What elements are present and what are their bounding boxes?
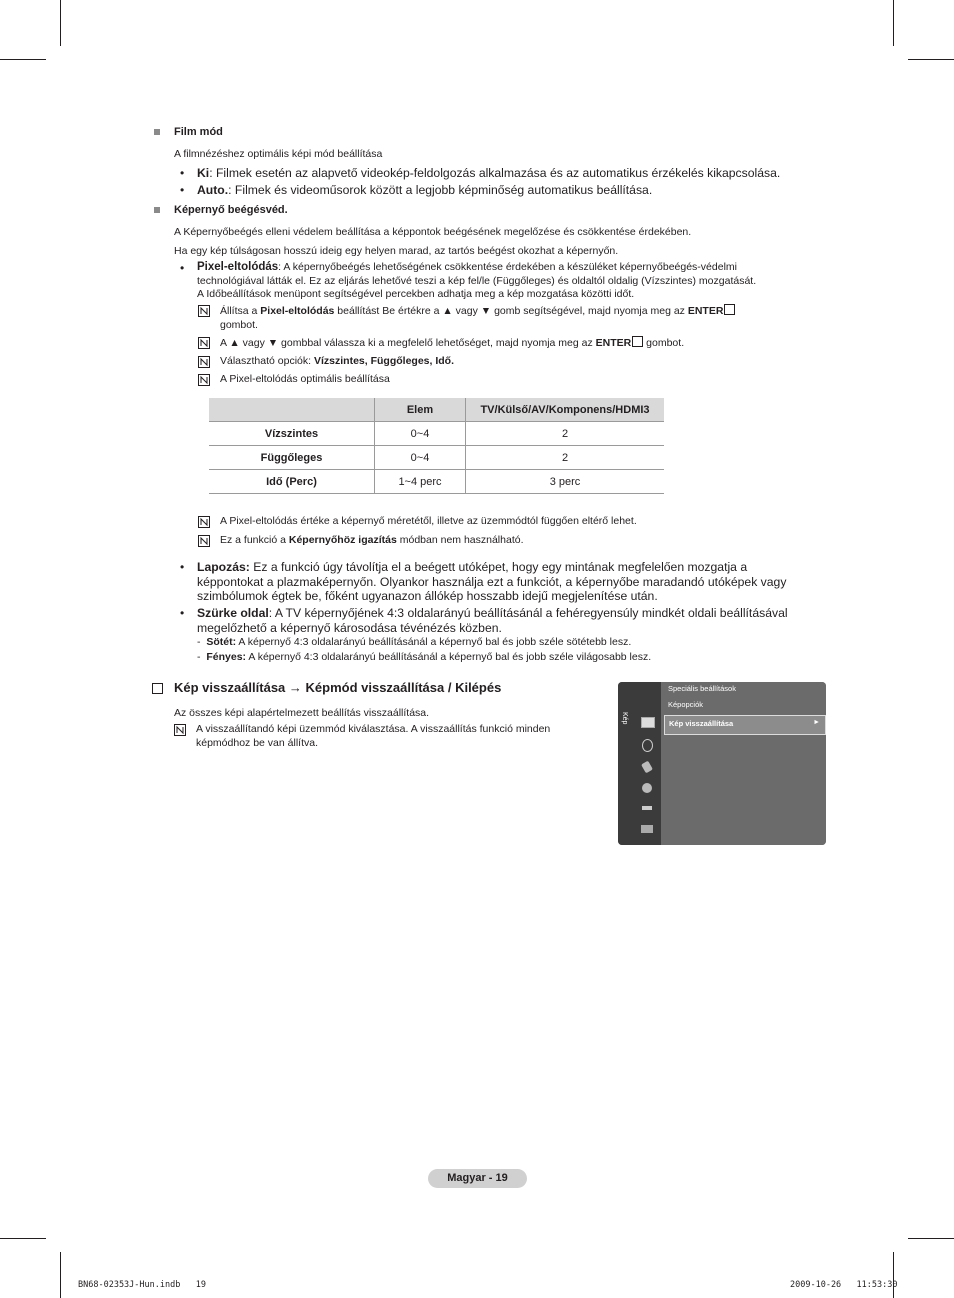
table-header-cell: TV/Külső/AV/Komponens/HDMI3 — [466, 398, 665, 422]
input-icon — [642, 806, 652, 810]
note-icon — [198, 535, 210, 547]
checkbox-section-icon — [152, 683, 163, 694]
gray-side-bright: - Fényes: A képernyő 4:3 oldalarányú beállításánál a képernyő bal és jobb széle világosabb lesz. — [197, 651, 652, 663]
note-fit-to-screen — [220, 534, 524, 548]
dark-label: Sötét: — [206, 636, 237, 648]
note-text: gombot. — [220, 318, 258, 331]
section-title-screen-burn: Képernyő beégésvéd. — [174, 204, 288, 216]
note-text-bold: Vízszintes, Függőleges, Idő. — [313, 355, 455, 367]
scroll-description — [197, 560, 857, 604]
dark-text: A képernyő 4:3 oldalarányú beállításánál a képernyő bal és jobb széle sötétebb lesz. — [236, 636, 632, 648]
crop-mark — [0, 1238, 46, 1239]
bright-text: A képernyő 4:3 oldalarányú beállításánál a képernyő bal és jobb széle világosabb lesz. — [246, 651, 652, 663]
table-row — [209, 422, 664, 446]
menu-item-picture-options[interactable]: Képopciók — [668, 700, 704, 709]
reset-note-line: képmódhoz be van állítva. — [196, 736, 318, 749]
note-pixel-shift-enable — [220, 304, 820, 332]
slug-left: BN68-02353J-Hun.indb 19 — [78, 1280, 206, 1290]
table-cell: Függőleges — [209, 446, 375, 470]
pixel-shift-table — [209, 398, 664, 494]
note-options — [220, 355, 454, 369]
pixel-shift-text: : A képernyőbeégés lehetőségének csökkentése érdekében a készüléket képernyőbeégés-védelmi — [278, 261, 737, 273]
sound-icon — [642, 739, 653, 752]
film-mode-item-label: Ki — [197, 166, 210, 180]
note-text-bold: ENTER — [687, 305, 724, 317]
menu-icon-column — [618, 682, 661, 845]
section-title-film-mode: Film mód — [174, 126, 223, 138]
note-icon — [198, 356, 210, 368]
section-marker-icon — [154, 207, 160, 213]
screen-burn-intro2: Ha egy kép túlságosan hosszú ideig egy helyen marad, az tartós beégést okozhat a képernyőn. — [174, 245, 619, 257]
section-marker-icon — [154, 129, 160, 135]
table-row — [209, 446, 664, 470]
note-text-bold: Pixel-eltolódás — [260, 305, 335, 317]
bullet-icon: • — [180, 606, 185, 620]
section-title-reset: Kép visszaállítása → Képmód visszaállítása / Kilépés — [174, 680, 502, 695]
table-cell: 3 perc — [466, 470, 665, 494]
table-cell: 2 — [466, 446, 665, 470]
menu-item-advanced[interactable]: Speciális beállítások — [668, 684, 736, 693]
picture-icon — [641, 717, 655, 728]
crop-mark — [60, 0, 61, 46]
note-select-option — [220, 336, 684, 351]
scroll-text: Ez a funkció úgy távolítja el a beégett utóképet, hogy egy mintának megfelelően mozgatja a — [249, 560, 748, 574]
note-icon — [198, 337, 210, 349]
table-row — [209, 470, 664, 494]
tv-menu-screenshot — [618, 682, 826, 845]
enter-icon — [724, 304, 735, 315]
pixel-shift-description — [197, 261, 847, 302]
note-optimal: A Pixel-eltolódás optimális beállítása — [220, 373, 390, 385]
bullet-icon: • — [180, 560, 185, 574]
reset-note — [196, 723, 550, 750]
note-pixel-shift-value: A Pixel-eltolódás értéke a képernyő méretétől, illetve az üzemmódtól függően eltérő lehet. — [220, 515, 637, 527]
crop-mark — [60, 1252, 61, 1298]
note-text: Ez a funkció a — [220, 534, 289, 546]
gray-side-label: Szürke oldal — [197, 606, 269, 620]
slug-right: 2009-10-26 11:53:30 — [790, 1280, 898, 1290]
reset-note-line: A visszaállítandó képi üzemmód kiválasztása. A visszaállítás funkció minden — [196, 723, 551, 735]
bullet-icon: • — [180, 261, 185, 275]
film-mode-item-auto — [197, 183, 837, 198]
pixel-shift-text: technológiával látták el. Ez az eljárás lehetővé teszi a kép fel/le (Függőleges) és oldaltól oldalig (Vízszintes) mozgatását. — [197, 274, 757, 287]
scroll-text: szimbólumok égtek be, főként ugyanazon állókép hosszabb idejű megjelenítése után. — [197, 589, 658, 603]
scroll-text: képpontokat a plazmaképernyőn. Olyankor használja ezt a funkciót, a képernyőbe maradandó utóképek vagy — [197, 574, 787, 589]
note-text: gombot. — [643, 337, 685, 349]
crop-mark — [0, 59, 46, 60]
table-cell: 0~4 — [375, 422, 466, 446]
table-cell: Vízszintes — [209, 422, 375, 446]
menu-item-label: Kép visszaállítása — [669, 719, 734, 728]
screen-burn-intro1: A Képernyőbeégés elleni védelem beállítása a képpontok beégésének megelőzése és csökkentése érdekében. — [174, 226, 692, 238]
bright-label: Fényes: — [206, 651, 247, 663]
note-icon — [174, 724, 186, 736]
table-cell: Idő (Perc) — [209, 470, 375, 494]
gray-side-dark: - Sötét: A képernyő 4:3 oldalarányú beállításánál a képernyő bal és jobb széle sötétebb lesz. — [197, 636, 632, 648]
gray-side-text: : A TV képernyőjének 4:3 oldalarányú beállításánál a fehéregyensúly mindkét oldali beállításával — [268, 606, 788, 620]
note-text-bold: Képernyőhöz igazítás — [288, 534, 397, 546]
note-text: beállítást Be értékre a ▲ vagy ▼ gomb segítségével, majd nyomja meg az — [334, 305, 688, 317]
gray-side-description — [197, 606, 857, 635]
note-icon — [198, 374, 210, 386]
bullet-icon: • — [180, 183, 185, 197]
film-mode-item-text: : Filmek esetén az alapvető videokép-feldolgozás alkalmazása és az automatikus érzékelés kikapcsolása. — [209, 166, 781, 180]
film-mode-item-label: Auto. — [197, 183, 229, 197]
enter-icon — [632, 336, 643, 347]
table-cell: 2 — [466, 422, 665, 446]
table-cell: 1~4 perc — [375, 470, 466, 494]
note-text: Választható opciók: — [220, 355, 314, 367]
table-header-cell: Elem — [375, 398, 466, 422]
gray-side-text: megelőzhető a képernyő károsodása tévénézés közben. — [197, 620, 502, 635]
menu-side-label: Kép — [621, 712, 628, 725]
crop-mark — [908, 1238, 954, 1239]
note-text: módban nem használható. — [396, 534, 524, 546]
note-text: A ▲ vagy ▼ gombbal válassza ki a megfelelő lehetőséget, majd nyomja meg az — [220, 337, 596, 349]
menu-item-picture-reset[interactable] — [664, 715, 826, 735]
table-header-cell — [209, 398, 375, 422]
bullet-icon: • — [180, 166, 185, 180]
scroll-label: Lapozás: — [197, 560, 250, 574]
crop-mark — [893, 1252, 894, 1298]
support-icon — [641, 825, 653, 833]
crop-mark — [893, 0, 894, 46]
pixel-shift-label: Pixel-eltolódás — [197, 261, 279, 273]
pixel-shift-text: A Időbeállítások menüpont segítségével percekben adhatja meg a kép mozgatása közötti időt. — [197, 288, 635, 300]
note-icon — [198, 305, 210, 317]
film-mode-item-text: : Filmek és videoműsorok között a legjobb képminőség automatikus beállítása. — [228, 183, 653, 197]
page-number: Magyar - 19 — [428, 1169, 527, 1188]
film-mode-item-off — [197, 166, 837, 181]
film-mode-intro: A filmnézéshez optimális képi mód beállítása — [174, 148, 383, 160]
table-header-row — [209, 398, 664, 422]
gear-icon — [642, 783, 652, 793]
note-icon — [198, 516, 210, 528]
note-text: Állítsa a — [220, 305, 261, 317]
crop-mark — [908, 59, 954, 60]
reset-intro: Az összes képi alapértelmezett beállítás visszaállítása. — [174, 707, 430, 719]
note-text-bold: ENTER — [595, 337, 632, 349]
table-cell: 0~4 — [375, 446, 466, 470]
arrow-right-icon: ► — [813, 719, 820, 726]
